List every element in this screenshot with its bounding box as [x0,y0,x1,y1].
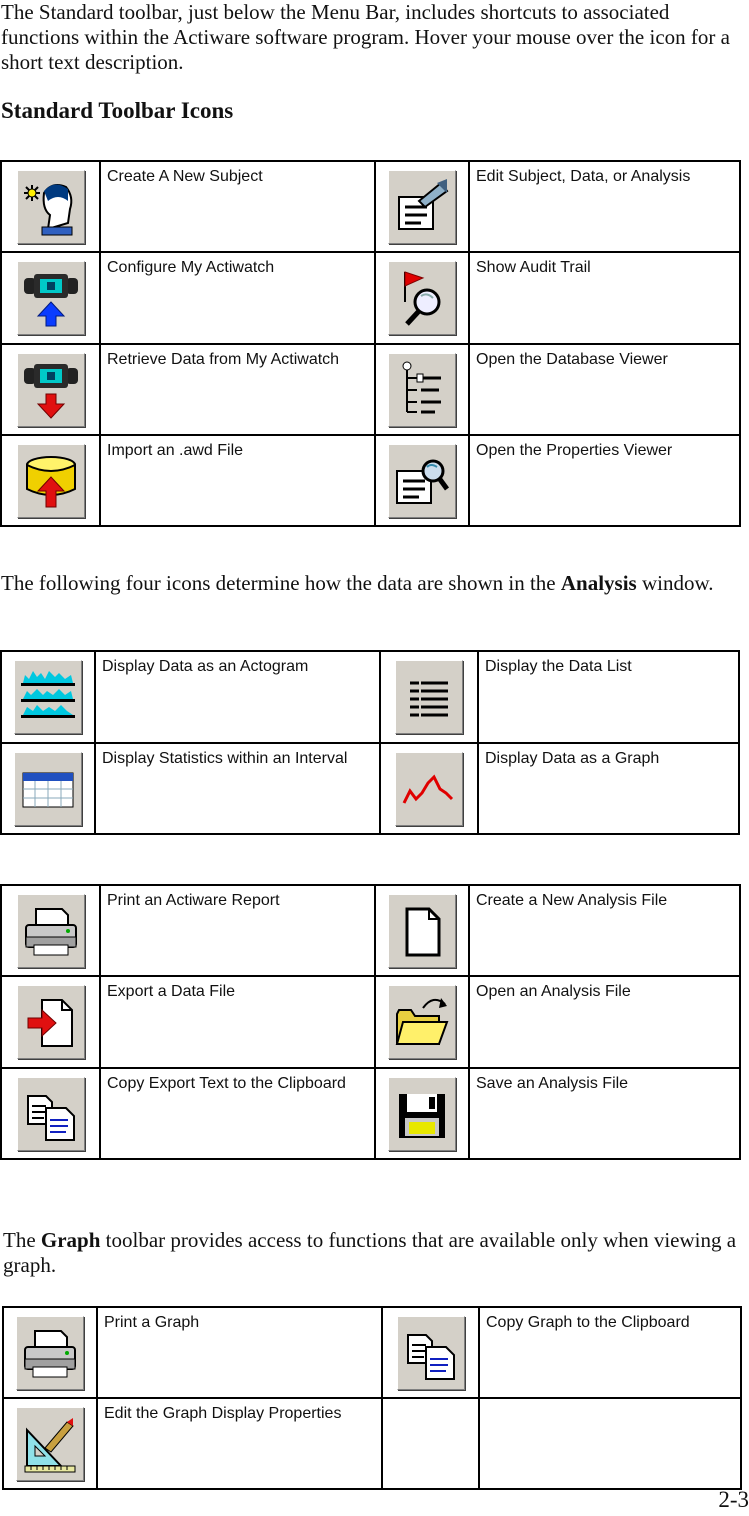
standard-toolbar-table [0,160,741,527]
statistics-icon[interactable] [14,752,82,826]
print-report-label: Print an Actiware Report [100,885,375,976]
graph-intro-paragraph: The Graph toolbar provides access to functions that are available only when viewing a graph. [3,1228,737,1277]
analysis-intro-paragraph: The following four icons determine how the data are shown in the Analysis window. [1,571,714,595]
database-viewer-icon[interactable] [388,353,456,427]
configure-actiwatch-label: Configure My Actiwatch [100,252,375,344]
open-database-viewer-label: Open the Database Viewer [469,344,740,435]
graph-toolbar-table [2,1306,742,1490]
analysis-display-table [0,650,740,835]
printer-icon[interactable] [16,1316,84,1390]
import-awd-icon[interactable] [17,444,85,518]
open-analysis-file-label: Open an Analysis File [469,976,740,1068]
intro-paragraph: The Standard toolbar, just below the Menu Bar, includes shortcuts to associated functions within the Actiware software program. Hover your mouse over the icon for a short text description. [1,0,730,74]
statistics-label: Display Statistics within an Interval [95,743,380,834]
standard-toolbar-heading: Standard Toolbar Icons [1,98,234,123]
data-list-label: Display the Data List [478,651,739,743]
save-analysis-file-label: Save an Analysis File [469,1068,740,1159]
create-new-subject-label: Create A New Subject [100,161,375,252]
retrieve-data-label: Retrieve Data from My Actiwatch [100,344,375,435]
copy-icon[interactable] [17,1077,85,1151]
empty-label-cell [479,1398,741,1489]
export-data-file-label: Export a Data File [100,976,375,1068]
actogram-icon[interactable] [14,660,82,734]
edit-subject-icon[interactable] [388,170,456,244]
new-file-icon[interactable] [388,894,456,968]
open-properties-viewer-label: Open the Properties Viewer [469,435,740,526]
graph-properties-icon[interactable] [16,1407,84,1481]
export-file-icon[interactable] [17,985,85,1059]
open-folder-icon[interactable] [388,985,456,1059]
graph-label: Display Data as a Graph [478,743,739,834]
empty-icon-cell [382,1398,479,1489]
save-disk-icon[interactable] [388,1077,456,1151]
retrieve-data-icon[interactable] [17,353,85,427]
new-analysis-file-label: Create a New Analysis File [469,885,740,976]
file-operations-table [0,884,741,1160]
data-list-icon[interactable] [395,660,463,734]
import-awd-label: Import an .awd File [100,435,375,526]
graph-icon[interactable] [395,752,463,826]
printer-icon[interactable] [17,894,85,968]
actogram-label: Display Data as an Actogram [95,651,380,743]
copy-icon[interactable] [397,1316,465,1390]
print-graph-label: Print a Graph [97,1307,382,1398]
properties-viewer-icon[interactable] [388,444,456,518]
configure-actiwatch-icon[interactable] [17,261,85,335]
edit-subject-label: Edit Subject, Data, or Analysis [469,161,740,252]
graph-display-properties-label: Edit the Graph Display Properties [97,1398,382,1489]
audit-trail-icon[interactable] [388,261,456,335]
new-subject-icon[interactable] [17,170,85,244]
copy-export-text-label: Copy Export Text to the Clipboard [100,1068,375,1159]
copy-graph-label: Copy Graph to the Clipboard [479,1307,741,1398]
show-audit-trail-label: Show Audit Trail [469,252,740,344]
page-number: 2-3 [718,1487,749,1512]
